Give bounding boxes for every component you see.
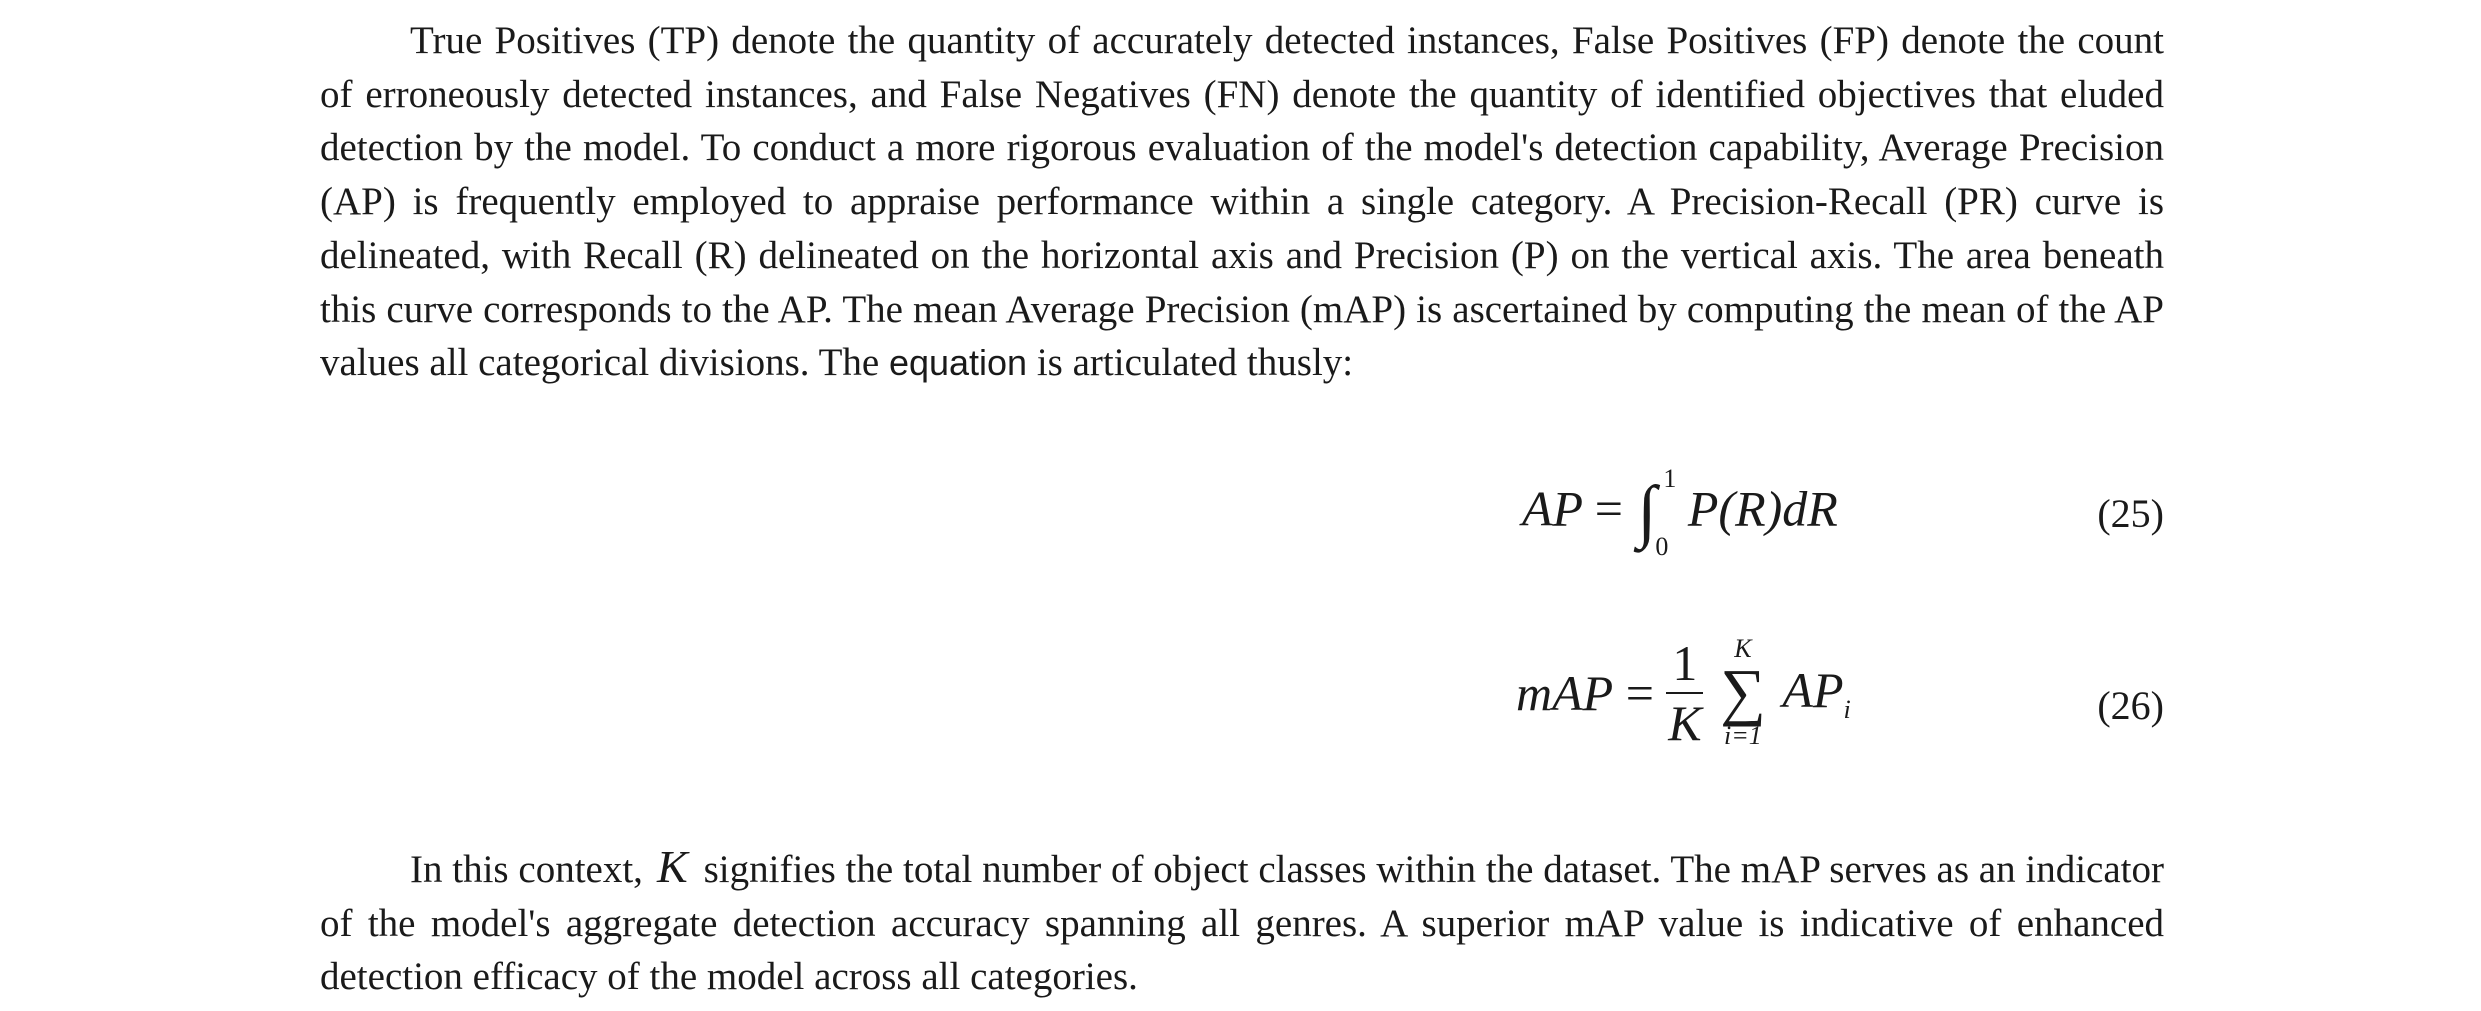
equation-25-body — [1522, 464, 1838, 561]
eq26-equals: = — [1625, 665, 1654, 721]
equation-25 — [320, 460, 2164, 560]
eq26-lhs: mAP — [1516, 665, 1614, 721]
sum-upper-limit: K — [1734, 634, 1752, 663]
eq26-term-ap: AP — [1782, 662, 1844, 718]
fraction-denominator: K — [1668, 695, 1702, 751]
integral-lower-limit: 0 — [1655, 532, 1669, 561]
paragraph2-lead: In this context, — [410, 848, 643, 891]
eq25-integrand: P(R)dR — [1687, 480, 1838, 537]
integral-symbol — [1635, 464, 1677, 561]
sum-lower-limit: i=1 — [1724, 721, 1762, 750]
paragraph2-text: signifies the total number of object classes within the dataset. The mAP serves as an indicator of the model's aggregate detection accuracy spanning all genres. A superior mAP value is indicative of enhanced detection efficacy of the model across all categories. — [320, 848, 2164, 999]
paragraph1-text: True Positives (TP) denote the quantity of accurately detected instances, False Positives (FP) denote the count of erroneously detected instances, and False Negatives (FN) denote the quantity of identified objectives that eluded detection by the model. To conduct a more rigorous evaluation of the model's detection capability, Average Precision (AP) is frequently employed to appraise performance within a single category. A Precision-Recall (PR) curve is delineated, with Recall (R) delineated on the horizontal axis and Precision (P) on the vertical axis. The area beneath this curve corresponds to the AP. The mean Average Precision (mAP) is ascertained by computing the mean of the AP values all categorical divisions. The — [320, 19, 2164, 385]
equation-26-body — [1516, 634, 1851, 752]
summation-symbol — [1716, 635, 1770, 751]
equation-25-number: (25) — [2097, 491, 2164, 536]
document-page — [320, 14, 2164, 999]
eq26-term-subscript: i — [1843, 695, 1851, 724]
paragraph-k-explanation — [320, 840, 2164, 1004]
paragraph1-equation-word: equation — [888, 342, 1028, 384]
eq25-lhs: AP — [1522, 480, 1583, 537]
paragraph1-text-end: is articulated thusly: — [1027, 341, 1354, 385]
paragraph-metrics-definition — [320, 14, 2164, 390]
equation-26 — [320, 634, 2164, 784]
fraction-one-over-k — [1666, 634, 1703, 752]
sum-sign: ∑ — [1720, 656, 1766, 727]
equation-26-number: (26) — [2097, 683, 2164, 728]
eq26-term — [1782, 662, 1851, 724]
integral-sign: ∫ — [1637, 473, 1657, 550]
k-symbol: K — [656, 841, 688, 892]
eq25-equals: = — [1594, 480, 1623, 537]
integral-upper-limit: 1 — [1663, 464, 1677, 493]
fraction-numerator: 1 — [1666, 634, 1703, 694]
